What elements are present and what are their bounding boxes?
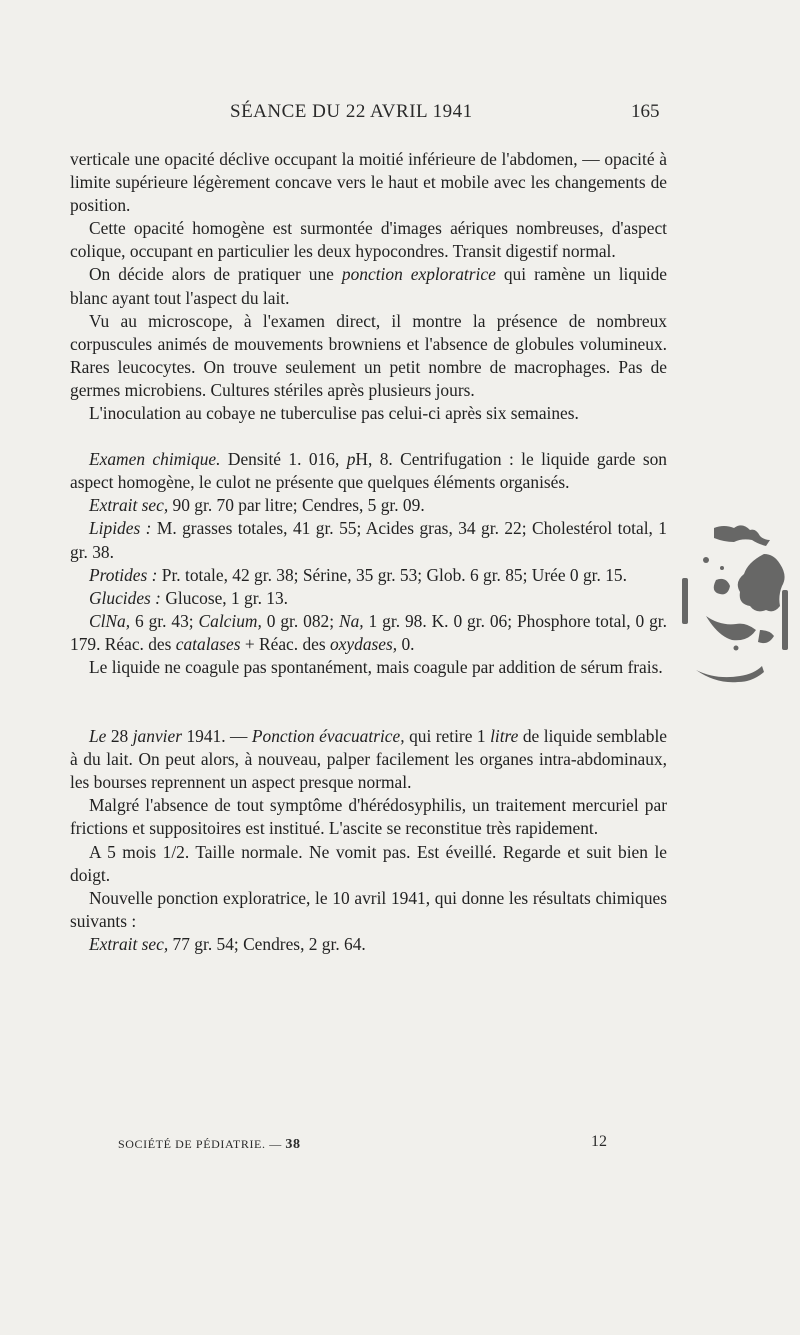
section-label: Glucides : [89, 587, 161, 608]
paragraph-coagulation: Le liquide ne coagule pas spontanément, mais coagule par addition de sérum frais. [89, 656, 663, 677]
section-label: Protides : [89, 564, 158, 585]
paragraph-28-janvier: Le 28 janvier 1941. — Ponction évacuatrice, qui retire 1 litre de liquide semblable à du lait. On peut alors, à nouveau, palper facilement les organes intra-abdominaux, les bourses reprennent un aspect presque normal. [70, 726, 668, 793]
section-label: Extrait sec, [89, 933, 169, 954]
emphasis: ponction exploratrice [341, 264, 496, 285]
section-label: Examen chimique. [89, 449, 221, 470]
section-label: Extrait sec, [89, 495, 169, 516]
paragraph-extrait-sec: Extrait sec, 90 gr. 70 par litre; Cendres, 5 gr. 09. [89, 495, 425, 516]
paragraph-continued: verticale une opacité déclive occupant la moitié inférieure de l'abdomen, — opacité à limite supérieure légèrement concave vers le haut et mobile avec les changements de position. [70, 149, 667, 216]
paragraph-extrait-sec-2: Extrait sec, 77 gr. 54; Cendres, 2 gr. 64. [89, 933, 366, 954]
paragraph-lipides: Lipides : M. grasses totales, 41 gr. 55; Acides gras, 34 gr. 22; Cholestérol total, 1 gr. 38. [70, 518, 667, 562]
paragraph-5-mois: A 5 mois 1/2. Taille normale. Ne vomit pas. Est éveillé. Regarde et suit bien le doigt. [70, 841, 667, 885]
paragraph-opacity: Cette opacité homogène est surmontée d'images aériques nombreuses, d'aspect colique, occupant en particulier les deux hypocondres. Transit digestif normal. [70, 218, 667, 262]
spacer [70, 425, 667, 448]
paragraph-ponction: On décide alors de pratiquer une ponction exploratrice qui ramène un liquide blanc ayant tout l'aspect du lait. [70, 264, 667, 308]
paragraph-examen-chimique: Examen chimique. Densité 1. 016, pH, 8. Centrifugation : le liquide garde son aspect homogène, le culot ne présente que quelques éléments organisés. [70, 449, 667, 493]
issue-number: 38 [285, 1137, 301, 1152]
paragraph-glucides: Glucides : Glucose, 1 gr. 13. [89, 587, 289, 608]
paragraph-nouvelle-ponction: Nouvelle ponction exploratrice, le 10 avril 1941, qui donne les résultats chimiques suivants : [70, 887, 667, 931]
running-head: SÉANCE DU 22 AVRIL 1941 [230, 101, 473, 122]
paragraph-microscope: Vu au microscope, à l'examen direct, il montre la présence de nombreux corpuscules animés de mouvements browniens et l'absence de globules volumineux. Rares leucocytes. On trouve seulement un petit nombre de macrophages. Pas de germes microbiens. Cultures stériles après plusieurs jours. [70, 310, 667, 400]
paragraph-inoculation: L'inoculation au cobaye ne tuberculise pas celui-ci après six semaines. [89, 403, 579, 424]
section-label: Lipides : [89, 518, 152, 539]
paragraph-traitement: Malgré l'absence de tout symptôme d'hérédosyphilis, un traitement mercuriel par frictions et suppositoires est institué. L'ascite se reconstitue très rapidement. [70, 795, 667, 839]
signature-mark: 12 [591, 1133, 607, 1150]
paragraph-mineraux: ClNa, 6 gr. 43; Calcium, 0 gr. 082; Na, 1 gr. 98. K. 0 gr. 06; Phosphore total, 0 gr. 179. Réac. des catalases + Réac. des oxydases, 0. [70, 610, 667, 654]
library-stamp-icon [676, 520, 800, 690]
paragraph-protides: Protides : Pr. totale, 42 gr. 38; Sérine, 35 gr. 53; Glob. 6 gr. 85; Urée 0 gr. 15. [89, 564, 627, 585]
page-number: 165 [631, 101, 660, 122]
body-text [70, 148, 667, 956]
spacer [70, 679, 667, 725]
footer-society: SOCIÉTÉ DE PÉDIATRIE. — 38 [118, 1137, 301, 1152]
